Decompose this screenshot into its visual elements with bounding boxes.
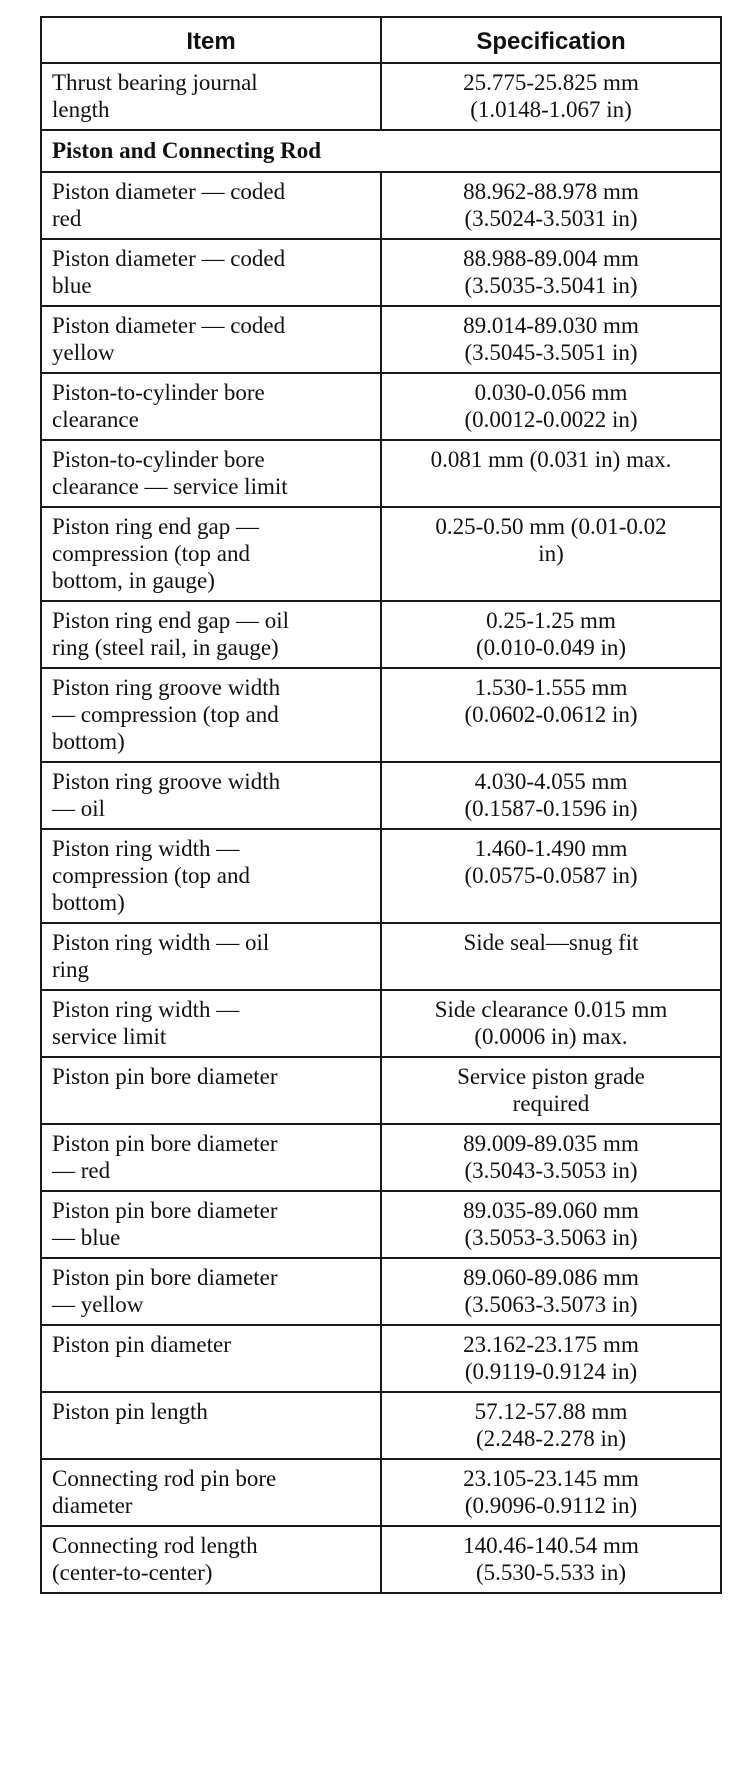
item-line: Piston pin bore diameter xyxy=(52,1131,278,1156)
spec-line: 89.035-89.060 mm xyxy=(463,1198,639,1223)
item-line: (center-to-center) xyxy=(52,1560,213,1585)
spec-cell xyxy=(381,1526,721,1593)
item-line: blue xyxy=(52,273,92,298)
item-line: Piston diameter — coded xyxy=(52,313,286,338)
section-heading: Piston and Connecting Rod xyxy=(41,130,721,172)
item-cell xyxy=(41,306,381,373)
item-cell xyxy=(41,601,381,668)
spec-table xyxy=(40,16,722,1594)
item-cell xyxy=(41,63,381,130)
item-cell xyxy=(41,923,381,990)
item-line: bottom) xyxy=(52,729,125,754)
spec-cell xyxy=(381,1459,721,1526)
section-row xyxy=(41,130,721,172)
spec-line: (0.0602-0.0612 in) xyxy=(464,702,638,727)
item-line: length xyxy=(52,97,110,122)
item-line: — oil xyxy=(52,796,106,821)
item-line: diameter xyxy=(52,1493,133,1518)
table-row xyxy=(41,829,721,923)
table-row xyxy=(41,1325,721,1392)
spec-line: Side seal—snug fit xyxy=(463,930,639,955)
spec-cell xyxy=(381,172,721,239)
item-line: — blue xyxy=(52,1225,121,1250)
item-line: service limit xyxy=(52,1024,167,1049)
spec-line: 88.988-89.004 mm xyxy=(463,246,639,271)
item-line: compression (top and xyxy=(52,863,251,888)
item-cell xyxy=(41,172,381,239)
spec-cell xyxy=(381,1325,721,1392)
item-line: Thrust bearing journal xyxy=(52,70,258,95)
spec-line: (0.9096-0.9112 in) xyxy=(464,1493,638,1518)
item-line: Connecting rod pin bore xyxy=(52,1466,277,1491)
item-cell xyxy=(41,1325,381,1392)
spec-line: 140.46-140.54 mm xyxy=(463,1533,639,1558)
spec-line: 23.162-23.175 mm xyxy=(463,1332,639,1357)
spec-cell xyxy=(381,373,721,440)
item-line: Piston-to-cylinder bore xyxy=(52,447,265,472)
table-row xyxy=(41,63,721,130)
spec-line: 88.962-88.978 mm xyxy=(463,179,639,204)
spec-line: 0.25-0.50 mm (0.01-0.02 xyxy=(435,514,667,539)
table-row xyxy=(41,990,721,1057)
spec-line: in) xyxy=(538,541,564,566)
spec-cell xyxy=(381,1124,721,1191)
item-line: Piston-to-cylinder bore xyxy=(52,380,265,405)
item-cell xyxy=(41,239,381,306)
table-row xyxy=(41,1057,721,1124)
item-line: — compression (top and xyxy=(52,702,279,727)
item-line: bottom) xyxy=(52,890,125,915)
spec-line: 0.081 mm (0.031 in) max. xyxy=(430,447,672,472)
item-line: Piston ring groove width xyxy=(52,675,281,700)
item-line: Piston pin bore diameter xyxy=(52,1265,278,1290)
header-item: Item xyxy=(41,17,381,63)
table-row xyxy=(41,507,721,601)
item-line: yellow xyxy=(52,340,115,365)
spec-line: 4.030-4.055 mm xyxy=(474,769,628,794)
item-cell xyxy=(41,990,381,1057)
item-cell xyxy=(41,1526,381,1593)
item-cell xyxy=(41,1124,381,1191)
item-line: red xyxy=(52,206,82,231)
table-row xyxy=(41,601,721,668)
item-line: Piston ring width — xyxy=(52,836,240,861)
spec-line: (5.530-5.533 in) xyxy=(475,1560,627,1585)
item-line: — red xyxy=(52,1158,111,1183)
spec-cell xyxy=(381,1057,721,1124)
item-line: Piston pin bore diameter xyxy=(52,1198,278,1223)
spec-line: 0.25-1.25 mm xyxy=(486,608,616,633)
spec-line: 1.460-1.490 mm xyxy=(474,836,628,861)
spec-line: (3.5035-3.5041 in) xyxy=(464,273,638,298)
table-row xyxy=(41,1124,721,1191)
item-cell xyxy=(41,668,381,762)
item-cell xyxy=(41,1057,381,1124)
item-line: ring xyxy=(52,957,90,982)
item-line: clearance xyxy=(52,407,139,432)
spec-line: (0.010-0.049 in) xyxy=(475,635,627,660)
spec-line: (0.0006 in) max. xyxy=(474,1024,628,1049)
item-line: Piston ring width — oil xyxy=(52,930,270,955)
item-line: Piston ring width — xyxy=(52,997,240,1022)
spec-cell xyxy=(381,239,721,306)
spec-line: (2.248-2.278 in) xyxy=(475,1426,627,1451)
item-line: compression (top and xyxy=(52,541,251,566)
table-row xyxy=(41,1392,721,1459)
spec-line: 89.060-89.086 mm xyxy=(463,1265,639,1290)
item-cell xyxy=(41,762,381,829)
spec-cell xyxy=(381,507,721,601)
spec-line: (1.0148-1.067 in) xyxy=(470,97,632,122)
spec-line: (0.0012-0.0022 in) xyxy=(464,407,638,432)
spec-cell xyxy=(381,1392,721,1459)
table-row xyxy=(41,440,721,507)
spec-line: 89.014-89.030 mm xyxy=(463,313,639,338)
spec-line: (3.5045-3.5051 in) xyxy=(464,340,638,365)
spec-line: 23.105-23.145 mm xyxy=(463,1466,639,1491)
spec-line: (0.0575-0.0587 in) xyxy=(464,863,638,888)
spec-cell xyxy=(381,1191,721,1258)
table-row xyxy=(41,1526,721,1593)
table-row xyxy=(41,668,721,762)
spec-line: Side clearance 0.015 mm xyxy=(434,997,668,1022)
item-cell xyxy=(41,1392,381,1459)
spec-line: (0.1587-0.1596 in) xyxy=(464,796,638,821)
spec-line: 57.12-57.88 mm xyxy=(474,1399,628,1424)
spec-line: Service piston grade xyxy=(457,1064,645,1089)
item-line: Connecting rod length xyxy=(52,1533,258,1558)
spec-line: (3.5063-3.5073 in) xyxy=(464,1292,638,1317)
item-line: Piston pin diameter xyxy=(52,1332,231,1357)
spec-cell xyxy=(381,1258,721,1325)
spec-line: 1.530-1.555 mm xyxy=(474,675,628,700)
table-row xyxy=(41,306,721,373)
table-row xyxy=(41,1191,721,1258)
item-line: Piston pin length xyxy=(52,1399,208,1424)
spec-cell xyxy=(381,63,721,130)
spec-cell xyxy=(381,923,721,990)
spec-line: 0.030-0.056 mm xyxy=(474,380,628,405)
table-row xyxy=(41,1459,721,1526)
item-line: ring (steel rail, in gauge) xyxy=(52,635,279,660)
spec-line: 89.009-89.035 mm xyxy=(463,1131,639,1156)
item-line: bottom, in gauge) xyxy=(52,568,215,593)
table-row xyxy=(41,1258,721,1325)
spec-cell xyxy=(381,668,721,762)
item-cell xyxy=(41,373,381,440)
spec-line: (0.9119-0.9124 in) xyxy=(464,1359,638,1384)
table-row xyxy=(41,239,721,306)
item-cell xyxy=(41,507,381,601)
table-row xyxy=(41,172,721,239)
item-cell xyxy=(41,829,381,923)
item-line: Piston pin bore diameter xyxy=(52,1064,278,1089)
item-cell xyxy=(41,1459,381,1526)
spec-line: (3.5043-3.5053 in) xyxy=(464,1158,638,1183)
item-cell xyxy=(41,440,381,507)
spec-line: (3.5024-3.5031 in) xyxy=(464,206,638,231)
header-row xyxy=(41,17,721,63)
table-row xyxy=(41,923,721,990)
item-line: clearance — service limit xyxy=(52,474,288,499)
item-line: Piston diameter — coded xyxy=(52,179,286,204)
spec-cell xyxy=(381,440,721,507)
item-line: Piston ring end gap — oil xyxy=(52,608,290,633)
item-line: Piston ring groove width xyxy=(52,769,281,794)
table-body xyxy=(41,63,721,1593)
spec-line: (3.5053-3.5063 in) xyxy=(464,1225,638,1250)
header-specification: Specification xyxy=(381,17,721,63)
spec-line: required xyxy=(512,1091,590,1116)
spec-cell xyxy=(381,762,721,829)
spec-cell xyxy=(381,601,721,668)
item-line: — yellow xyxy=(52,1292,144,1317)
spec-cell xyxy=(381,829,721,923)
item-cell xyxy=(41,1258,381,1325)
item-line: Piston ring end gap — xyxy=(52,514,259,539)
item-line: Piston diameter — coded xyxy=(52,246,286,271)
spec-cell xyxy=(381,990,721,1057)
spec-line: 25.775-25.825 mm xyxy=(463,70,639,95)
item-cell xyxy=(41,1191,381,1258)
table-row xyxy=(41,373,721,440)
spec-cell xyxy=(381,306,721,373)
table-row xyxy=(41,762,721,829)
